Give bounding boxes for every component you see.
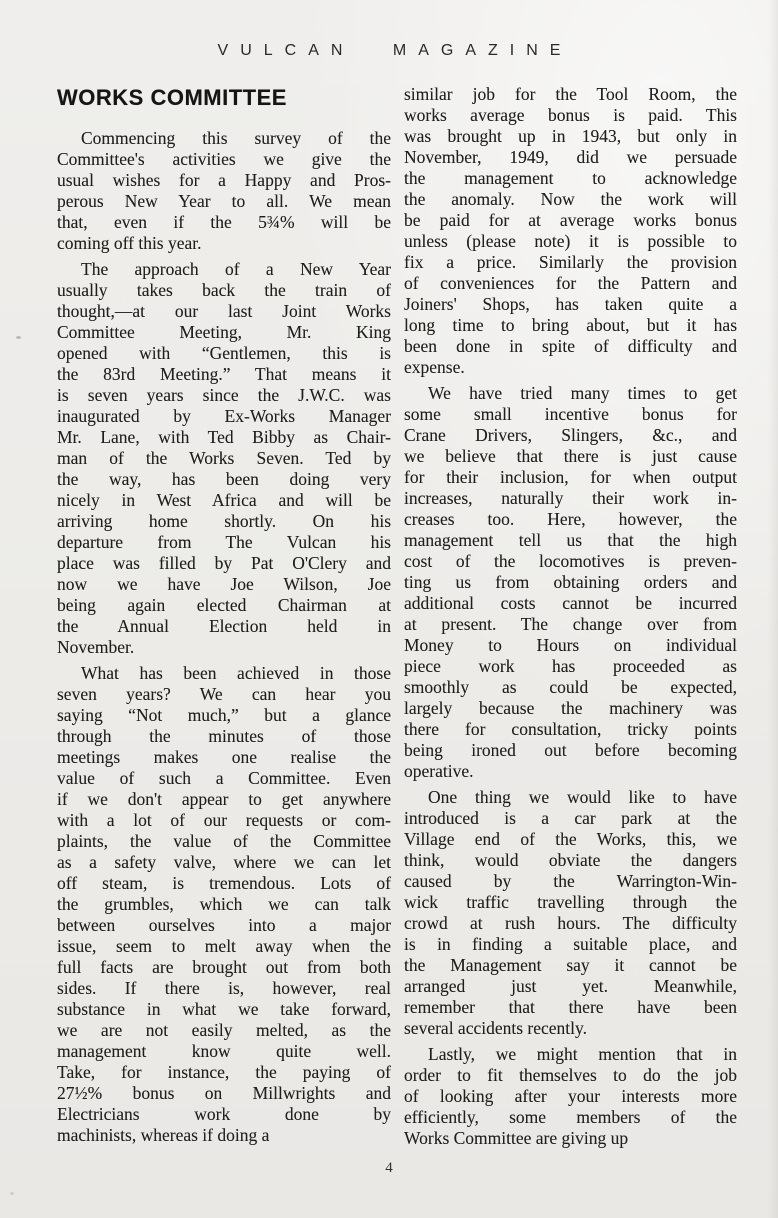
text-line: value of such a Committee. Even	[57, 768, 391, 788]
text-line: place was filled by Pat O'Clery and	[57, 553, 391, 573]
text-line: perous New Year to all. We mean	[57, 191, 391, 211]
text-line: Mr. Lane, with Ted Bibby as Chair-	[57, 427, 391, 447]
text-line: What has been achieved in those	[81, 663, 391, 683]
text-line: November, 1949, did we persuade	[404, 147, 737, 167]
text-line: between ourselves into a major	[57, 915, 391, 935]
text-line: been done in spite of difficulty and	[404, 336, 737, 356]
text-line: We have tried many times to get	[428, 383, 737, 403]
text-line: off steam, is tremendous. Lots of	[57, 873, 391, 893]
text-line: be paid for at average works bonus	[404, 210, 737, 230]
text-line: the way, has been doing very	[57, 469, 391, 489]
text-line: the 83rd Meeting.” That means it	[57, 364, 391, 384]
text-line: Crane Drivers, Slingers, &c., and	[404, 425, 737, 445]
text-line: Commencing this survey of the	[81, 128, 391, 148]
text-line: sides. If there is, however, real	[57, 978, 391, 998]
text-line: cost of the locomotives is preven-	[404, 551, 737, 571]
scan-edge-shade	[768, 0, 778, 1218]
text-line: additional costs cannot be incurred	[404, 593, 737, 613]
text-line: several accidents recently.	[404, 1018, 587, 1038]
text-line: unless (please note) it is possible to	[404, 231, 737, 251]
text-line: now we have Joe Wilson, Joe	[57, 574, 391, 594]
text-line: Joiners' Shops, has taken quite a	[404, 294, 737, 314]
text-line: usual wishes for a Happy and Pros-	[57, 170, 391, 190]
text-line: machinists, whereas if doing a	[57, 1125, 270, 1145]
text-line: efficiently, some members of the	[404, 1107, 737, 1127]
paragraph	[404, 1044, 737, 1149]
text-line: was brought up in 1943, but only in	[404, 126, 737, 146]
article-column-right	[404, 84, 737, 1149]
text-line: piece work has proceeded as	[404, 656, 737, 676]
text-line: 27½% bonus on Millwrights and	[57, 1083, 391, 1103]
article-column-left	[57, 84, 391, 1146]
text-line: creases too. Here, however, the	[404, 509, 737, 529]
paragraph	[404, 787, 737, 1039]
text-line: management know quite well.	[57, 1041, 391, 1061]
text-line: we are not easily melted, as the	[57, 1020, 391, 1040]
text-line: through the minutes of those	[57, 726, 391, 746]
text-line: with a lot of our requests or com-	[57, 810, 391, 830]
text-line: Committee Meeting, Mr. King	[57, 322, 391, 342]
text-line: that, even if the 5¾% will be	[57, 212, 391, 232]
text-line: arranged just yet. Meanwhile,	[404, 976, 737, 996]
text-line: Village end of the Works, this, we	[404, 829, 737, 849]
text-line: ting us from obtaining orders and	[404, 572, 737, 592]
scan-speck	[10, 1192, 14, 1195]
text-line: The approach of a New Year	[81, 259, 391, 279]
text-line: of looking after your interests more	[404, 1086, 737, 1106]
text-line: opened with “Gentlemen, this is	[57, 343, 391, 363]
paragraph	[404, 84, 737, 378]
text-line: man of the Works Seven. Ted by	[57, 448, 391, 468]
text-line: think, would obviate the dangers	[404, 850, 737, 870]
text-line: increases, naturally their work in-	[404, 488, 737, 508]
magazine-masthead: VULCAN MAGAZINE	[217, 42, 573, 59]
text-line: inaugurated by Ex-Works Manager	[57, 406, 391, 426]
paragraph	[57, 259, 391, 658]
text-line: introduced is a car park at the	[404, 808, 737, 828]
text-line: seven years? We can hear you	[57, 684, 391, 704]
text-line: smoothly as could be expected,	[404, 677, 737, 697]
text-line: there for consultation, tricky points	[404, 719, 737, 739]
paragraph	[57, 663, 391, 1146]
text-line: substance in what we take forward,	[57, 999, 391, 1019]
text-line: of conveniences for the Pattern and	[404, 273, 737, 293]
text-line: issue, seem to melt away when the	[57, 936, 391, 956]
text-line: we believe that there is just cause	[404, 446, 737, 466]
text-line: being ironed out before becoming	[404, 740, 737, 760]
text-line: is seven years since the J.W.C. was	[57, 385, 391, 405]
text-line: remember that there have been	[404, 997, 737, 1017]
text-line: is in finding a suitable place, and	[404, 934, 737, 954]
text-line: the Annual Election held in	[57, 616, 391, 636]
text-line: One thing we would like to have	[428, 787, 737, 807]
paragraph	[57, 128, 391, 254]
text-line: the management to acknowledge	[404, 168, 737, 188]
text-line: wick traffic travelling through the	[404, 892, 737, 912]
text-line: meetings makes one realise the	[57, 747, 391, 767]
paragraph	[404, 383, 737, 782]
text-line: November.	[57, 637, 135, 657]
text-line: Electricians work done by	[57, 1104, 391, 1124]
text-line: if we don't appear to get anywhere	[57, 789, 391, 809]
page-number: 4	[385, 1160, 393, 1176]
text-line: caused by the Warrington-Win-	[404, 871, 737, 891]
text-line: works average bonus is paid. This	[404, 105, 737, 125]
text-line: for their inclusion, for when output	[404, 467, 737, 487]
text-line: Lastly, we might mention that in	[428, 1044, 737, 1064]
text-line: the anomaly. Now the work will	[404, 189, 737, 209]
text-line: full facts are brought out from both	[57, 957, 391, 977]
text-line: at present. The change over from	[404, 614, 737, 634]
text-line: expense.	[404, 357, 465, 377]
text-line: coming off this year.	[57, 233, 202, 253]
text-line: thought,—at our last Joint Works	[57, 301, 391, 321]
text-line: largely because the machinery was	[404, 698, 737, 718]
text-line: long time to bring about, but it has	[404, 315, 737, 335]
text-line: arriving home shortly. On his	[57, 511, 391, 531]
text-line: the Management say it cannot be	[404, 955, 737, 975]
text-line: plaints, the value of the Committee	[57, 831, 391, 851]
text-line: Money to Hours on individual	[404, 635, 737, 655]
text-line: the grumbles, which we can talk	[57, 894, 391, 914]
article-title: WORKS COMMITTEE	[57, 85, 287, 110]
text-line: management tell us that the high	[404, 530, 737, 550]
text-line: Committee's activities we give the	[57, 149, 391, 169]
text-line: similar job for the Tool Room, the	[404, 84, 737, 104]
text-line: nicely in West Africa and will be	[57, 490, 391, 510]
text-line: operative.	[404, 761, 474, 781]
text-line: usually takes back the train of	[57, 280, 391, 300]
text-line: Take, for instance, the paying of	[57, 1062, 391, 1082]
text-line: as a safety valve, where we can let	[57, 852, 391, 872]
text-line: Works Committee are giving up	[404, 1128, 629, 1148]
text-line: order to fit themselves to do the job	[404, 1065, 737, 1085]
text-line: fix a price. Similarly the provision	[404, 252, 737, 272]
text-line: being again elected Chairman at	[57, 595, 391, 615]
text-line: saying “Not much,” but a glance	[57, 705, 391, 725]
text-line: departure from The Vulcan his	[57, 532, 391, 552]
text-line: crowd at rush hours. The difficulty	[404, 913, 737, 933]
scan-speck	[16, 336, 21, 339]
text-line: some small incentive bonus for	[404, 404, 737, 424]
